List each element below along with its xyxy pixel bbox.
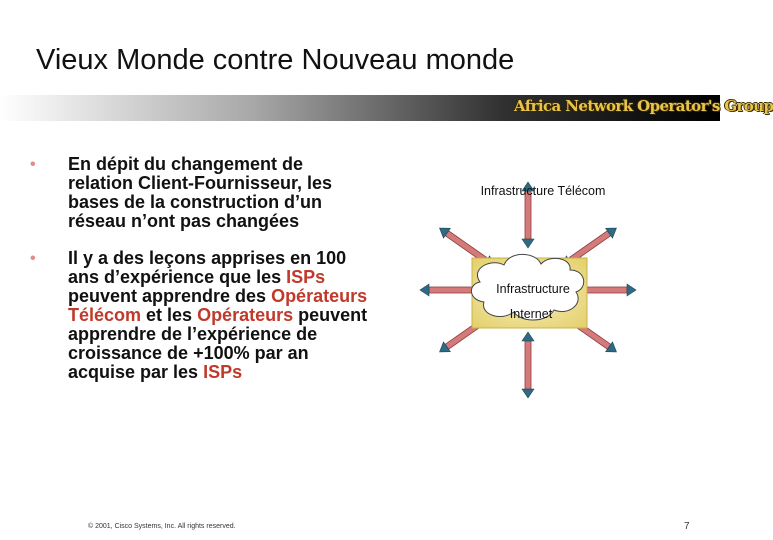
bullet-dot-icon: • [30,156,36,173]
bullet-2-part-4: peuvent apprendre de l’expérience de croissance de +100% par an acquise par les [68,305,368,382]
bullet-2-part-3: et les [141,305,198,325]
internet-label-line-1: Infrastructure [496,282,570,296]
page-number: 7 [684,521,690,532]
bullet-2-part-1: Il y a des leçons apprises en 100 ans d’expérience que les [68,248,347,287]
bullet-2-part-2: peuvent apprendre des [68,286,272,306]
operateurs-telecom-highlight: Opérateurs Télécom [68,286,368,325]
logo: Africa Network Operator's Group [514,97,773,115]
double-arrow-5 [522,332,534,398]
bullet-1-text: En dépit du changement de relation Client-Fournisseur, les bases de la construction d’un réseau n’ont pas changées [68,154,333,231]
bullet-item-2 [30,249,370,382]
bullet-item-1 [30,155,370,231]
operateurs-highlight: Opérateurs [197,305,294,325]
bullet-2-text [68,248,367,382]
infrastructure-diagram [400,170,700,380]
isps-highlight: ISPs [286,267,326,287]
bullet-list [30,155,370,382]
isps-highlight-2: ISPs [203,362,243,382]
telecom-label: Infrastructure Télécom [480,184,606,198]
bullet-dot-icon: • [30,250,36,267]
copyright-footer: © 2001, Cisco Systems, Inc. All rights reserved. [88,523,236,530]
slide-title: Vieux Monde contre Nouveau monde [36,44,515,76]
internet-label-line-2: Internet [509,307,553,321]
